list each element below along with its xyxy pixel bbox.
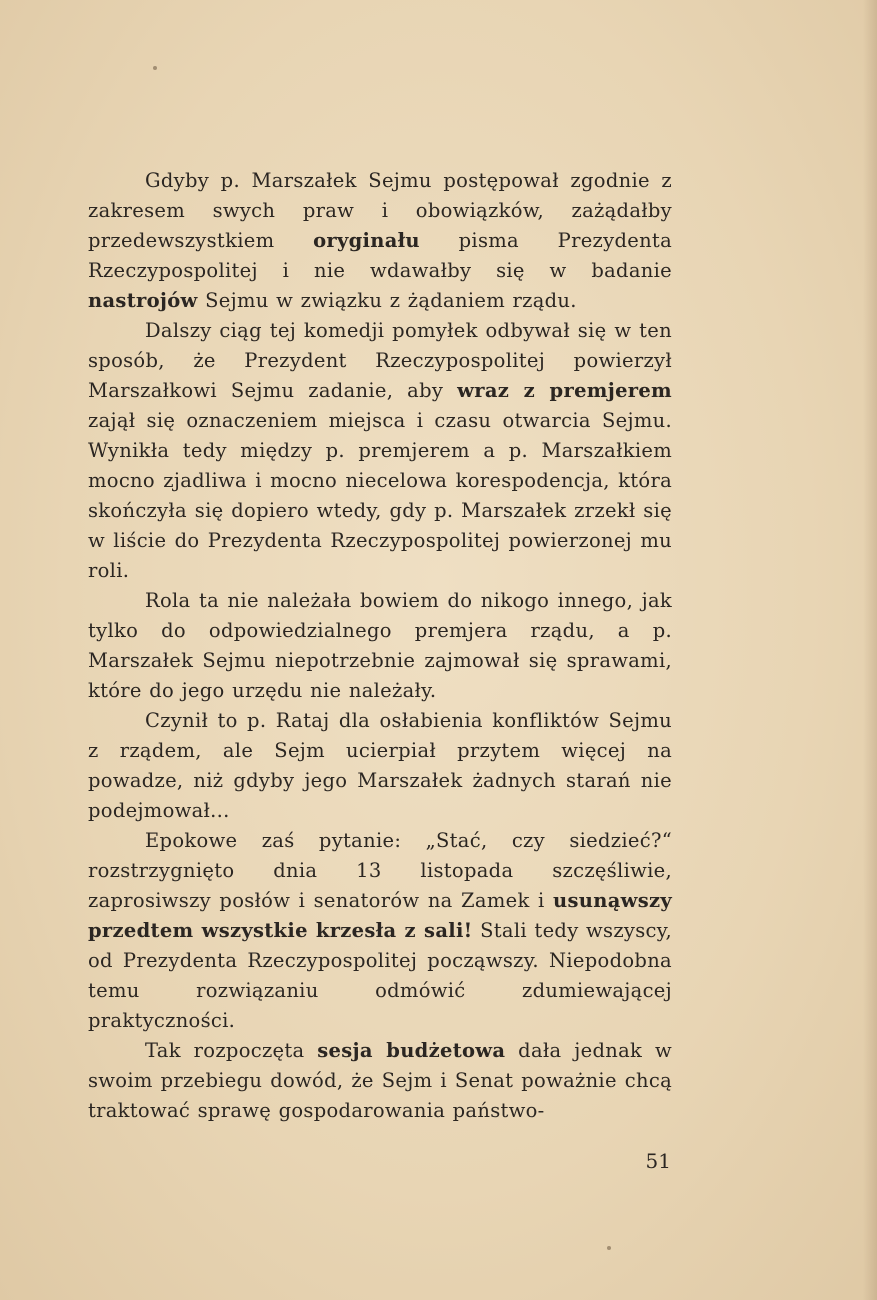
page-number: 51	[645, 1149, 671, 1173]
bold-emphasis-text: wraz z premjerem	[457, 379, 672, 402]
text-segment: Rola ta nie należała bowiem do nikogo innego, jak tylko do odpowiedzialnego premjera rządu, a p. Marszałek Sejmu niepotrzebnie zajmował się sprawami, które do jego urzędu nie należały.	[88, 589, 672, 702]
paragraph	[88, 706, 672, 826]
bold-emphasis-text: sesja budżetowa	[317, 1039, 506, 1062]
text-segment: Epokowe zaś pytanie: „Stać, czy siedzieć?“ rozstrzygnięto dnia 13 listopada szczęśliwie, zaprosiwszy posłów i senatorów na Zamek i	[88, 829, 672, 912]
text-segment: Czynił to p. Rataj dla osłabienia konfliktów Sejmu z rządem, ale Sejm ucierpiał przytem więcej na powadze, niż gdyby jego Marszałek żadnych starań nie podejmował...	[88, 709, 672, 822]
text-segment: Stali tedy wszyscy, od Prezydenta Rzeczypospolitej począwszy. Niepodobna temu rozwiązaniu odmówić zdumiewającej praktyczności.	[88, 919, 672, 1032]
paper-speck	[153, 66, 157, 70]
paragraph	[88, 1036, 672, 1126]
paragraph	[88, 316, 672, 586]
paragraph	[88, 826, 672, 1036]
text-segment: zajął się oznaczeniem miejsca i czasu otwarcia Sejmu. Wynikła tedy między p. premjerem a p. Marszałkiem mocno zjadliwa i mocno niecelowa korespodencja, która skończyła się dopiero wtedy, gdy p. Marszałek zrzekł się w liście do Prezydenta Rzeczypospolitej powierzonej mu roli.	[88, 409, 672, 582]
paragraph	[88, 586, 672, 706]
bold-emphasis-text: oryginału	[313, 229, 420, 252]
paragraph	[88, 166, 672, 316]
text-segment: Tak rozpoczęta	[145, 1039, 318, 1062]
bold-emphasis-text: usunąwszy przedtem wszystkie krzesła z sali!	[88, 889, 672, 942]
paper-speck	[607, 1246, 611, 1250]
text-segment: Sejmu w związku z żądaniem rządu.	[197, 289, 577, 312]
bold-emphasis-text: nastrojów	[88, 289, 198, 312]
text-segment: pisma Prezydenta Rzeczypospolitej i nie wdawałby się w badanie	[88, 229, 672, 282]
text-segment: Dalszy ciąg tej komedji pomyłek odbywał się w ten sposób, że Prezydent Rzeczypospolitej powierzył Marszałkowi Sejmu zadanie, aby	[88, 319, 672, 402]
text-segment: Gdyby p. Marszałek Sejmu postępował zgodnie z zakresem swych praw i obowiązków, zażądałby przedewszystkiem	[88, 169, 672, 252]
page-edge-shadow	[863, 0, 877, 1300]
text-segment: dała jednak w swoim przebiegu dowód, że Sejm i Senat poważnie chcą traktować sprawę gospodarowania państwo-	[88, 1039, 672, 1122]
body-text	[88, 166, 672, 1126]
